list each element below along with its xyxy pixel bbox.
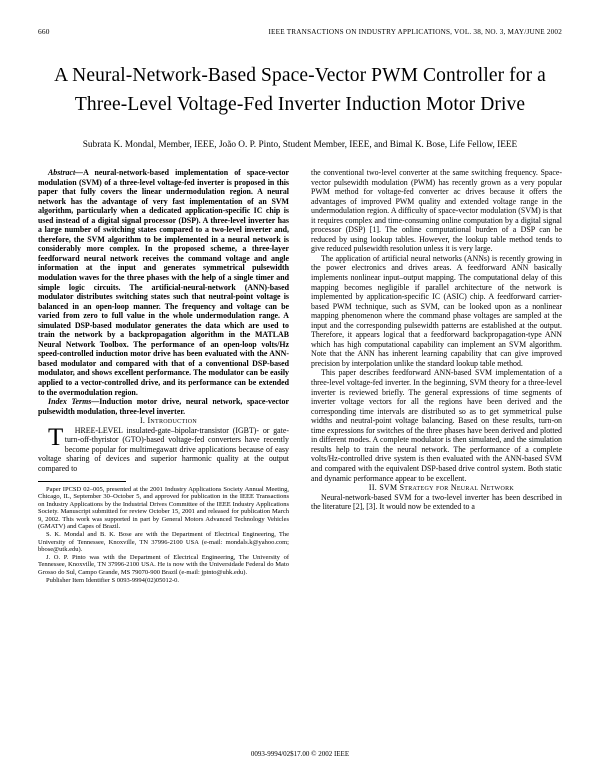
index-terms-text: Induction motor drive, neural network, space-vector pulsewidth modulation, three-level inverter. <box>38 397 290 416</box>
footnotes <box>38 486 289 585</box>
intro-first-paragraph-text: HREE-LEVEL insulated-gate–bipolar-transistor (IGBT)- or gate-turn-off-thyristor (GTO)-based voltage-fed converters have recently become popular for multimegawatt drive applications because of easy voltage sharing of devices and superior harmonic quality at the output compared to <box>38 425 289 473</box>
index-terms-lead: Index Terms— <box>48 397 100 407</box>
abstract <box>38 168 289 397</box>
footnote-3: J. O. P. Pinto was with the Department of Electrical Engineering, The University of Tennessee, Knoxville, TN 37996-2100 USA. He is now with the Universidade Federal do Mato Grosso do Sul, Campo Grande, MS 79070-900 Brazil (e-mail: jpinto@uhk.edu). <box>38 553 289 577</box>
abstract-text: A neural-network-based implementation of space-vector modulation (SVM) of a three-level voltage-fed inverter is proposed in this paper that fully covers the linear undermodulation region. A neural network has the advantage of very fast implementation of an SVM algorithm, particularly when a dedicated application-specific IC chip is used instead of a digital signal processor (DSP). A three-level inverter has a large number of switching states compared to a two-level inverter and, therefore, the SVM algorithm to be implemented in a neural network is considerably more complex. In the proposed scheme, a three-layer feedforward neural network receives the command voltage and angle information at the input and generates symmetrical pulsewidth modulation waves for the three phases with the help of a single timer and simple logic circuits. The artificial-neural-network (ANN)-based modulator distributes switching states such that neutral-point voltage is balanced in an open-loop manner. The frequency and voltage can be varied from zero to full value in the whole undermodulation range. A simulated DSP-based modulator generates the data which are used to train the network by a backpropagation algorithm in the MATLAB Neural Network Toolbox. The performance of an open-loop volts/Hz speed-controlled induction motor drive has been evaluated with the ANN-based modulator and compared with that of a conventional DSP-based modulator, and shows excellent performance. The modulator can be easily applied to a vector-controlled drive, and its performance can be extended to the overmodulation region. <box>38 168 289 397</box>
footnote-divider <box>38 481 126 482</box>
right-paragraph-4: Neural-network-based SVM for a two-level inverter has been described in the literature [2], [3]. It would now be extended to a <box>311 492 562 512</box>
footnote-1: Paper IPCSD 02–005, presented at the 2001 Industry Applications Society Annual Meeting, Chicago, IL, September 30–October 5, and approved for publication in the IEEE Transactions on Industry Applications by the Industrial Drives Committee of the IEEE Industry Applications Society. Manuscript submitted for review October 15, 2001 and released for publication March 9, 2002. This work was supported in part by General Motors Advanced Technology Vehicles (GMATV) and Capes of Brazil. <box>38 485 289 531</box>
section-heading-svm-strategy: II. SVM Strategy for Neural Network <box>368 483 515 493</box>
intro-first-paragraph <box>38 423 289 474</box>
journal-reference: IEEE TRANSACTIONS ON INDUSTRY APPLICATIONS, VOL. 38, NO. 3, MAY/JUNE 2002 <box>268 28 562 36</box>
right-column <box>311 168 562 743</box>
left-column <box>38 168 289 743</box>
copyright-footer: 0093-9994/02$17.00 © 2002 IEEE <box>250 750 350 758</box>
authors-text: Subrata K. Mondal, Member, IEEE, João O. P. Pinto, Student Member, IEEE, and Bimal K. Bose, Life Fellow, IEEE <box>82 140 518 150</box>
footnote-2: S. K. Mondal and B. K. Bose are with the Department of Electrical Engineering, The University of Tennessee, Knoxville, TN 37996-2100 USA (e-mail: mondals.k@yahoo.com; bbose@utk.edu). <box>38 531 289 554</box>
author-list <box>40 138 560 152</box>
page-title: A Neural-Network-Based Space-Vector PWM Controller for a Three-Level Voltage-Fed Inverter Induction Motor Drive <box>54 65 546 116</box>
abstract-lead: Abstract— <box>48 168 84 177</box>
footnote-4: Publisher Item Identifier S 0093-9994(02)05012-0. <box>46 576 180 584</box>
right-paragraph-1: the conventional two-level converter at the same switching frequency. Space-vector pulsewidth modulation (PWM) has recently grown as a very popular PWM method for voltage-fed converter ac drives because it offers the advantages of improved PWM quality and extended voltage range in the undermodulation region. A difficulty of space-vector modulation (SVM) is that it requires complex and time-consuming online computation by a digital signal processor (DSP) [1]. The online computational burden of a DSP can be reduced by using lookup tables. However, the lookup table method tends to give reduced pulsewidth resolution unless it is very large. <box>311 168 562 254</box>
body-columns <box>38 168 562 743</box>
index-terms <box>38 397 289 416</box>
page-number: 660 <box>38 27 50 36</box>
right-paragraph-3: This paper describes feedforward ANN-based SVM implementation of a three-level voltage-fed inverter. In the beginning, SVM theory for a three-level inverter is reviewed briefly. The general expressions of time segments of inverter voltage vectors for all the regions have been derived and the corresponding time intervals are distributed so as to get symmetrical pulse widths and neutral-point voltage balancing. Based on these results, turn-on time expressions for switches of the three phases have been derived and plotted in different modes. A complete modulator is then simulated, and the simulation results help to train the neural network. The performance of a complete volts/Hz-controlled drive system is then evaluated with the ANN-based SVM and compared with the equivalent DSP-based drive control system. Both static and dynamic performance appear to be excellent. <box>311 368 562 483</box>
drop-cap: T <box>48 423 64 451</box>
right-paragraph-2: The application of artificial neural networks (ANNs) is recently growing in the power electronics and drives areas. A feedforward ANN basically implements nonlinear input–output mapping. The computational delay of this mapping becomes negligible if parallel architecture of the network is implemented by application-specific IC (ASIC) chip. A feedforward carrier-based PWM technique, such as SVM, can be looked upon as a nonlinear mapping phenomenon where the command phase voltages are sampled at the input and the corresponding pulsewidth patterns are established at the output. Therefore, it appears logical that a feedforward backpropagation-type ANN which has high computational capability can implement an SVM algorithm. Note that the ANN has inherent learning capability that can give improved precision by interpolation unlike the standard lookup table method. <box>311 253 562 368</box>
page-header <box>38 27 562 36</box>
section-heading-introduction: I. Introduction <box>139 416 198 426</box>
